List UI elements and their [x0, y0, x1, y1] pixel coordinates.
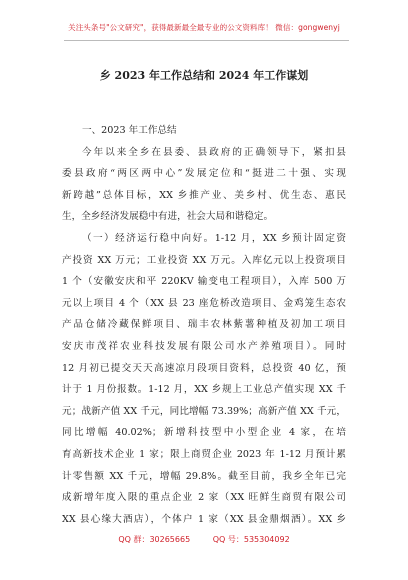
body-line: 产投资 XX 万元；工业投资 XX 万元。入库亿元以上投资项目 — [62, 254, 346, 266]
body-line: 12 月初已提交天天高速凉月段项目资料，总投资 40 亿，预 — [62, 362, 346, 374]
body-line: 计零售额 XX 千元，增幅 29.8%。截至目前，我乡全年已完 — [62, 470, 346, 482]
body-line: 委县政府“两区两中心”发展定位和“挺进二十强、实现 — [62, 168, 346, 180]
document-title: 乡 2023 年工作总结和 2024 年工作谋划 — [99, 69, 309, 82]
header-promo-note: 关注头条号"公文研究"，获得最新最全最专业的公文资料库！ 微信：gongwenyj — [68, 23, 340, 32]
body-line: 育高新技术企业 1 家；限上商贸企业 2023 年 1-12 月预计累 — [62, 448, 346, 460]
footer-contact — [0, 534, 408, 545]
body-line: 产品仓储冷藏保鲜项目、瑞丰农林紫薯种植及初加工项目 — [62, 319, 346, 331]
body-line: 同比增幅 40.02%；新增科技型中小型企业 4 家，在培 — [62, 427, 346, 439]
body-line: 计于 1 月份报数。1-12 月，XX 乡规上工业总产值实现 XX 千 — [62, 384, 346, 396]
section-heading: 一、2023 年工作总结 — [82, 125, 177, 136]
body-line: 安庆市茂祥农业科技发展有限公司水产养殖项目）。同时 — [62, 340, 346, 352]
document-body — [62, 120, 346, 530]
footer-qq-group: QQ 群：30265665 — [118, 535, 191, 544]
header-divider — [64, 40, 349, 41]
body-line: 今年以来全乡在县委、县政府的正确领导下，紧扣县 — [82, 146, 346, 158]
body-line: 1 个（安徽安庆和平 220KV 输变电工程项目），入库 500 万 — [62, 276, 346, 288]
body-line: 新跨越”总体目标，XX 乡推产业、美乡村、优生态、惠民 — [62, 189, 346, 201]
footer-qq-number: QQ 号：535304092 — [212, 535, 290, 544]
body-line: 元以上项目 4 个（XX 县 23 座危桥改造项目、金鸡笼生态农 — [62, 297, 346, 309]
body-line: 成新增年度入限的重点企业 2 家（XX 旺鲜生商贸有限公司 — [62, 492, 346, 504]
body-line: 元；战新产值 XX 千元，同比增幅 73.39%；高新产值 XX 千元， — [62, 405, 346, 417]
body-line: XX 县心缘大酒店），个体户 1 家（XX 县金鼎烟酒）。XX 乡 — [62, 513, 346, 525]
body-line: 生，全乡经济发展稳中有进，社会大局和谐稳定。 — [62, 211, 274, 223]
body-line: （一）经济运行稳中向好。1-12 月，XX 乡预计固定资 — [82, 232, 346, 244]
